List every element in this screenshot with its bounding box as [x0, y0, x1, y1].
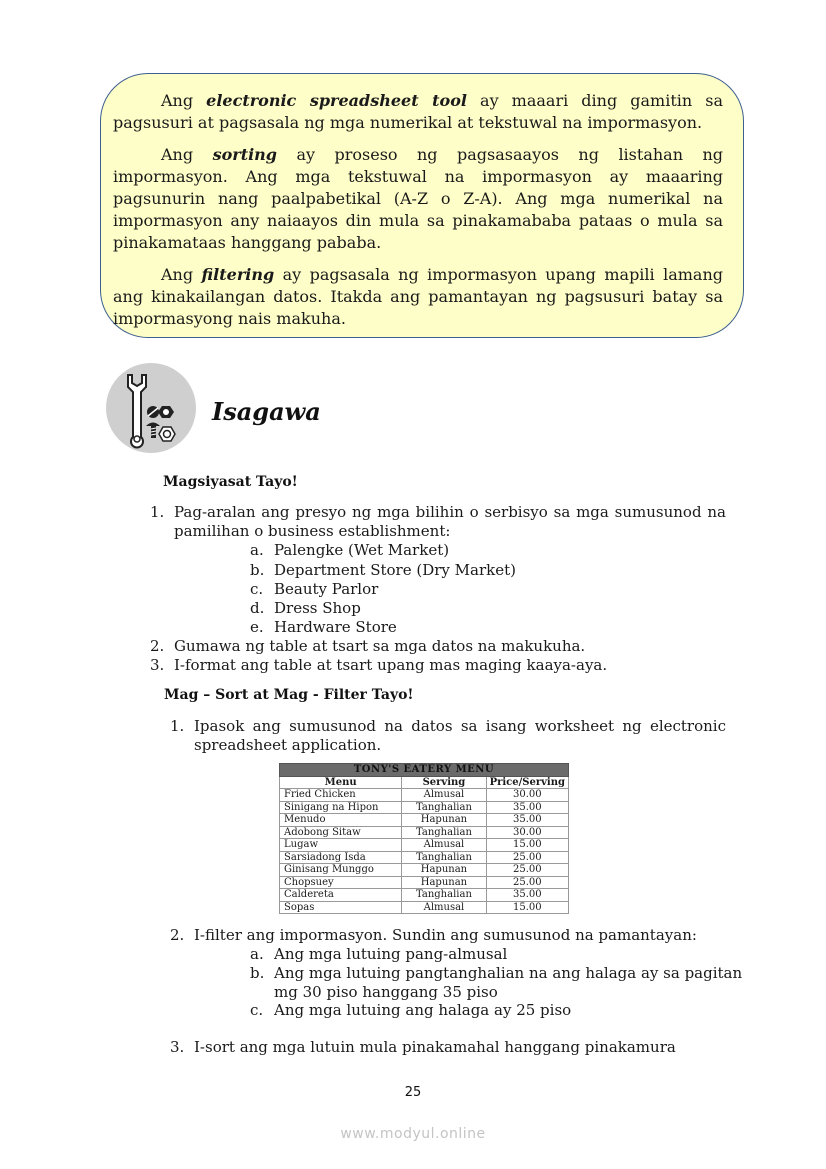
item-text: I-format ang table at tsart upang mas maging kaaya-aya.	[174, 656, 608, 674]
cell-menu: Menudo	[280, 814, 402, 827]
list-item	[170, 926, 697, 945]
list-item-continuation: pamilihan o business establishment:	[174, 522, 451, 540]
item-letter: c.	[250, 1001, 264, 1019]
item-text: Gumawa ng table at tsart sa mga datos na makukuha.	[174, 637, 586, 655]
callout-paragraph-sorting	[113, 144, 723, 254]
item-number: 2.	[150, 637, 165, 655]
table-row	[280, 814, 569, 827]
table-row	[280, 901, 569, 914]
sub-list-item	[250, 599, 361, 618]
list-item	[150, 637, 585, 656]
item-letter: d.	[250, 599, 265, 617]
item-letter: a.	[250, 945, 264, 963]
sub-list-item	[250, 580, 378, 599]
sub-list-item	[250, 964, 742, 983]
text: ay maaari ding gamitin sa pagsusuri at pagsasala ng mga numerikal at tekstuwal na impormasyon.	[113, 91, 724, 132]
page-number: 25	[404, 1085, 422, 1100]
text: ay pagsasala ng impormasyon upang mapili lamang ang kinakailangan datos. Itakda ang pamantayan ng pagsusuri batay sa impormasyong nais makuha.	[113, 265, 724, 328]
cell-menu: Fried Chicken	[280, 789, 402, 802]
sub-list-item	[250, 1001, 571, 1020]
text: Ang	[161, 265, 202, 284]
item-text: Palengke (Wet Market)	[274, 541, 450, 559]
cell-serving: Almusal	[402, 789, 486, 802]
keyword-filtering: filtering	[201, 265, 275, 284]
cell-price: 35.00	[486, 814, 568, 827]
column-header-serving: Serving	[402, 776, 486, 789]
watermark: www.modyul.online	[340, 1126, 486, 1142]
text: Ang	[161, 91, 207, 110]
sortfilter-heading: Mag – Sort at Mag - Filter Tayo!	[164, 687, 414, 703]
table-row	[280, 889, 569, 902]
cell-price: 25.00	[486, 876, 568, 889]
item-text: Ipasok ang sumusunod na datos sa isang worksheet ng electronic	[194, 717, 726, 735]
cell-menu: Sarsiadong Isda	[280, 851, 402, 864]
cell-price: 15.00	[486, 839, 568, 852]
callout-paragraph-filtering	[113, 264, 723, 330]
item-letter: e.	[250, 618, 264, 636]
definition-callout	[100, 73, 744, 338]
cell-menu: Lugaw	[280, 839, 402, 852]
text: ay proseso ng pagsasaayos ng listahan ng impormasyon. Ang mga tekstuwal na impormasyon ay maaaring pagsunurin nang paalpabetikal (A-Z o Z-A). Ang mga numerikal na impormasyon any naiaayos din mula sa pinakamababa pataas o mula sa pinakamataas hanggang pababa.	[113, 145, 724, 252]
sub-list-item	[250, 541, 449, 560]
item-letter: b.	[250, 561, 265, 579]
sub-list-item	[250, 561, 516, 580]
cell-price: 30.00	[486, 826, 568, 839]
callout-paragraph-spreadsheet	[113, 90, 723, 134]
sub-list-item	[250, 945, 507, 964]
table-row	[280, 789, 569, 802]
cell-serving: Tanghalian	[402, 801, 486, 814]
sub-list-item-continuation: mg 30 piso hanggang 35 piso	[274, 983, 498, 1001]
cell-serving: Tanghalian	[402, 851, 486, 864]
item-text: Ang mga lutuing pangtanghalian na ang halaga ay sa pagitan	[274, 964, 743, 982]
item-letter: b.	[250, 964, 265, 982]
column-header-price: Price/Serving	[486, 776, 568, 789]
list-item	[170, 1038, 676, 1057]
text: Ang	[161, 145, 213, 164]
table-title: TONY'S EATERY MENU	[280, 764, 569, 777]
item-number: 1.	[170, 717, 185, 735]
cell-price: 25.00	[486, 864, 568, 877]
keyword-sorting: sorting	[212, 145, 277, 164]
column-header-menu: Menu	[280, 776, 402, 789]
magsiyasat-heading: Magsiyasat Tayo!	[163, 474, 298, 490]
item-letter: a.	[250, 541, 264, 559]
table-row	[280, 864, 569, 877]
list-item	[150, 503, 726, 522]
table-row	[280, 826, 569, 839]
cell-serving: Tanghalian	[402, 889, 486, 902]
list-item-continuation: spreadsheet application.	[194, 736, 382, 754]
item-letter: c.	[250, 580, 264, 598]
item-text: Beauty Parlor	[274, 580, 379, 598]
item-text: Ang mga lutuing pang-almusal	[274, 945, 508, 963]
list-item	[150, 656, 607, 675]
item-number: 2.	[170, 926, 185, 944]
eatery-menu-table	[279, 763, 569, 914]
item-text: Hardware Store	[274, 618, 397, 636]
item-text: Pag-aralan ang presyo ng mga bilihin o serbisyo sa mga sumusunod na	[174, 503, 726, 521]
item-number: 3.	[150, 656, 165, 674]
sub-list-item	[250, 618, 397, 637]
list-item	[170, 717, 726, 736]
table-row	[280, 876, 569, 889]
cell-serving: Almusal	[402, 901, 486, 914]
item-number: 3.	[170, 1038, 185, 1056]
cell-menu: Chopsuey	[280, 876, 402, 889]
table-row	[280, 839, 569, 852]
item-text: Department Store (Dry Market)	[274, 561, 516, 579]
cell-serving: Hapunan	[402, 814, 486, 827]
tools-wrench-bolts-icon	[106, 363, 196, 453]
table-row	[280, 801, 569, 814]
cell-serving: Tanghalian	[402, 826, 486, 839]
cell-menu: Caldereta	[280, 889, 402, 902]
item-text: I-sort ang mga lutuin mula pinakamahal hanggang pinakamura	[194, 1038, 676, 1056]
cell-price: 15.00	[486, 901, 568, 914]
item-text: Ang mga lutuing ang halaga ay 25 piso	[274, 1001, 572, 1019]
section-title: Isagawa	[212, 397, 321, 426]
item-number: 1.	[150, 503, 165, 521]
keyword-electronic-spreadsheet-tool: electronic spreadsheet tool	[206, 91, 467, 110]
cell-menu: Sinigang na Hipon	[280, 801, 402, 814]
cell-menu: Sopas	[280, 901, 402, 914]
item-text: Dress Shop	[274, 599, 361, 617]
cell-menu: Adobong Sitaw	[280, 826, 402, 839]
cell-serving: Hapunan	[402, 876, 486, 889]
cell-price: 35.00	[486, 801, 568, 814]
table-row	[280, 851, 569, 864]
item-text: I-filter ang impormasyon. Sundin ang sumusunod na pamantayan:	[194, 926, 697, 944]
cell-serving: Hapunan	[402, 864, 486, 877]
cell-price: 25.00	[486, 851, 568, 864]
cell-price: 35.00	[486, 889, 568, 902]
cell-menu: Ginisang Munggo	[280, 864, 402, 877]
cell-serving: Almusal	[402, 839, 486, 852]
cell-price: 30.00	[486, 789, 568, 802]
